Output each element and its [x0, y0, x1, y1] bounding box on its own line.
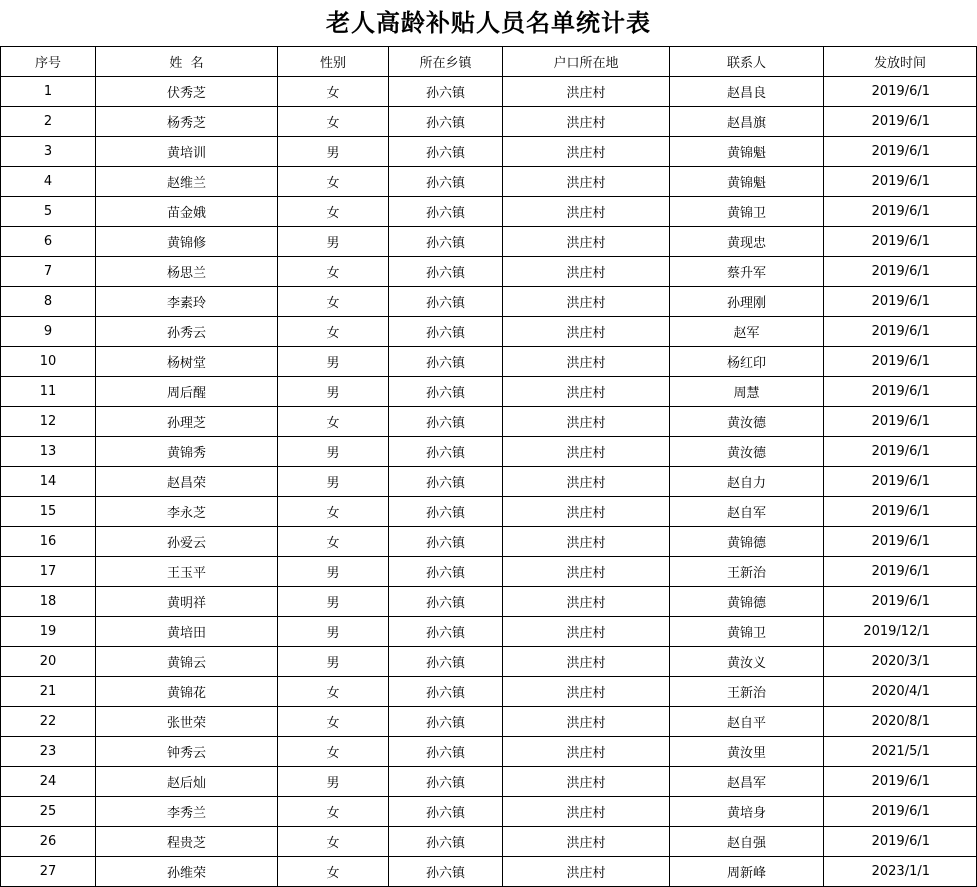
- township-cell[interactable]: 孙六镇: [389, 347, 503, 377]
- township-cell[interactable]: 孙六镇: [389, 527, 503, 557]
- header-cell-name[interactable]: 姓 名: [96, 47, 278, 77]
- name-cell[interactable]: 伏秀芝: [96, 77, 278, 107]
- township-cell[interactable]: 孙六镇: [389, 677, 503, 707]
- residence-cell[interactable]: 洪庄村: [503, 287, 670, 317]
- gender-cell[interactable]: 女: [278, 257, 389, 287]
- township-cell[interactable]: 孙六镇: [389, 497, 503, 527]
- township-cell[interactable]: 孙六镇: [389, 227, 503, 257]
- township-cell[interactable]: 孙六镇: [389, 287, 503, 317]
- name-cell[interactable]: 苗金娥: [96, 197, 278, 227]
- contact-cell[interactable]: 赵昌军: [670, 767, 824, 797]
- table-row: [1, 287, 977, 317]
- table-row: [1, 137, 977, 167]
- header-cell-township[interactable]: 所在乡镇: [389, 47, 503, 77]
- gender-cell[interactable]: 女: [278, 527, 389, 557]
- residence-cell[interactable]: 洪庄村: [503, 497, 670, 527]
- date-cell[interactable]: 2019/6/1: [824, 557, 977, 587]
- roster-table: [0, 46, 977, 887]
- gender-cell[interactable]: 男: [278, 137, 389, 167]
- township-cell[interactable]: 孙六镇: [389, 617, 503, 647]
- residence-cell[interactable]: 洪庄村: [503, 767, 670, 797]
- township-cell[interactable]: 孙六镇: [389, 737, 503, 767]
- township-cell[interactable]: 孙六镇: [389, 797, 503, 827]
- name-cell[interactable]: 杨思兰: [96, 257, 278, 287]
- date-cell[interactable]: 2019/6/1: [824, 587, 977, 617]
- township-cell[interactable]: 孙六镇: [389, 707, 503, 737]
- index-cell[interactable]: 7: [1, 257, 96, 287]
- header-row: [1, 47, 977, 77]
- gender-cell[interactable]: 男: [278, 437, 389, 467]
- index-cell[interactable]: 13: [1, 437, 96, 467]
- index-cell[interactable]: 3: [1, 137, 96, 167]
- residence-cell[interactable]: 洪庄村: [503, 857, 670, 887]
- township-cell[interactable]: 孙六镇: [389, 467, 503, 497]
- date-cell[interactable]: 2023/1/1: [824, 857, 977, 887]
- table-row: [1, 227, 977, 257]
- name-cell[interactable]: 黄锦云: [96, 647, 278, 677]
- date-cell[interactable]: 2020/3/1: [824, 647, 977, 677]
- index-cell[interactable]: 6: [1, 227, 96, 257]
- header-cell-index[interactable]: 序号: [1, 47, 96, 77]
- table-row: [1, 167, 977, 197]
- date-cell[interactable]: 2019/6/1: [824, 107, 977, 137]
- township-cell[interactable]: 孙六镇: [389, 437, 503, 467]
- index-cell[interactable]: 10: [1, 347, 96, 377]
- township-cell[interactable]: 孙六镇: [389, 257, 503, 287]
- gender-cell[interactable]: 男: [278, 557, 389, 587]
- township-cell[interactable]: 孙六镇: [389, 377, 503, 407]
- township-cell[interactable]: 孙六镇: [389, 827, 503, 857]
- name-cell[interactable]: 王玉平: [96, 557, 278, 587]
- contact-cell[interactable]: 黄锦德: [670, 527, 824, 557]
- index-cell[interactable]: 2: [1, 107, 96, 137]
- gender-cell[interactable]: 女: [278, 77, 389, 107]
- index-cell[interactable]: 8: [1, 287, 96, 317]
- residence-cell[interactable]: 洪庄村: [503, 737, 670, 767]
- gender-cell[interactable]: 男: [278, 227, 389, 257]
- contact-cell[interactable]: 赵昌旗: [670, 107, 824, 137]
- header-cell-gender[interactable]: 性别: [278, 47, 389, 77]
- table-body: [1, 47, 977, 887]
- contact-cell[interactable]: 蔡升军: [670, 257, 824, 287]
- gender-cell[interactable]: 女: [278, 167, 389, 197]
- name-cell[interactable]: 李永芝: [96, 497, 278, 527]
- index-cell[interactable]: 9: [1, 317, 96, 347]
- township-cell[interactable]: 孙六镇: [389, 317, 503, 347]
- township-cell[interactable]: 孙六镇: [389, 167, 503, 197]
- township-cell[interactable]: 孙六镇: [389, 647, 503, 677]
- name-cell[interactable]: 黄培训: [96, 137, 278, 167]
- name-cell[interactable]: 李秀兰: [96, 797, 278, 827]
- gender-cell[interactable]: 女: [278, 407, 389, 437]
- date-cell[interactable]: 2019/6/1: [824, 407, 977, 437]
- contact-cell[interactable]: 王新治: [670, 557, 824, 587]
- name-cell[interactable]: 黄锦秀: [96, 437, 278, 467]
- index-cell[interactable]: 16: [1, 527, 96, 557]
- name-cell[interactable]: 周后醒: [96, 377, 278, 407]
- name-cell[interactable]: 程贵芝: [96, 827, 278, 857]
- date-cell[interactable]: 2020/8/1: [824, 707, 977, 737]
- table-row: [1, 707, 977, 737]
- gender-cell[interactable]: 女: [278, 797, 389, 827]
- table-row: [1, 347, 977, 377]
- index-cell[interactable]: 1: [1, 77, 96, 107]
- residence-cell[interactable]: 洪庄村: [503, 647, 670, 677]
- township-cell[interactable]: 孙六镇: [389, 197, 503, 227]
- date-cell[interactable]: 2019/6/1: [824, 377, 977, 407]
- index-cell[interactable]: 21: [1, 677, 96, 707]
- date-cell[interactable]: 2019/6/1: [824, 797, 977, 827]
- residence-cell[interactable]: 洪庄村: [503, 587, 670, 617]
- name-cell[interactable]: 黄锦修: [96, 227, 278, 257]
- residence-cell[interactable]: 洪庄村: [503, 437, 670, 467]
- residence-cell[interactable]: 洪庄村: [503, 407, 670, 437]
- date-cell[interactable]: 2019/6/1: [824, 437, 977, 467]
- gender-cell[interactable]: 女: [278, 317, 389, 347]
- township-cell[interactable]: 孙六镇: [389, 767, 503, 797]
- residence-cell[interactable]: 洪庄村: [503, 377, 670, 407]
- residence-cell[interactable]: 洪庄村: [503, 197, 670, 227]
- date-cell[interactable]: 2019/6/1: [824, 497, 977, 527]
- date-cell[interactable]: 2019/6/1: [824, 317, 977, 347]
- township-cell[interactable]: 孙六镇: [389, 407, 503, 437]
- date-cell[interactable]: 2019/6/1: [824, 227, 977, 257]
- contact-cell[interactable]: 赵自力: [670, 467, 824, 497]
- gender-cell[interactable]: 男: [278, 767, 389, 797]
- index-cell[interactable]: 24: [1, 767, 96, 797]
- residence-cell[interactable]: 洪庄村: [503, 137, 670, 167]
- contact-cell[interactable]: 黄汝德: [670, 407, 824, 437]
- name-cell[interactable]: 黄锦花: [96, 677, 278, 707]
- index-cell[interactable]: 17: [1, 557, 96, 587]
- name-cell[interactable]: 赵昌荣: [96, 467, 278, 497]
- gender-cell[interactable]: 男: [278, 587, 389, 617]
- table-row: [1, 377, 977, 407]
- table-row: [1, 797, 977, 827]
- date-cell[interactable]: 2019/6/1: [824, 347, 977, 377]
- index-cell[interactable]: 18: [1, 587, 96, 617]
- sheet-title: 老人高龄补贴人员名单统计表: [326, 8, 651, 37]
- contact-cell[interactable]: 黄培身: [670, 797, 824, 827]
- residence-cell[interactable]: 洪庄村: [503, 617, 670, 647]
- contact-cell[interactable]: 赵自强: [670, 827, 824, 857]
- name-cell[interactable]: 孙维荣: [96, 857, 278, 887]
- table-row: [1, 767, 977, 797]
- township-cell[interactable]: 孙六镇: [389, 137, 503, 167]
- residence-cell[interactable]: 洪庄村: [503, 317, 670, 347]
- contact-cell[interactable]: 赵自军: [670, 497, 824, 527]
- name-cell[interactable]: 孙理芝: [96, 407, 278, 437]
- header-cell-residence[interactable]: 户口所在地: [503, 47, 670, 77]
- contact-cell[interactable]: 杨红印: [670, 347, 824, 377]
- gender-cell[interactable]: 男: [278, 647, 389, 677]
- index-cell[interactable]: 26: [1, 827, 96, 857]
- gender-cell[interactable]: 女: [278, 287, 389, 317]
- residence-cell[interactable]: 洪庄村: [503, 467, 670, 497]
- date-cell[interactable]: 2019/6/1: [824, 767, 977, 797]
- name-cell[interactable]: 钟秀云: [96, 737, 278, 767]
- date-cell[interactable]: 2019/6/1: [824, 257, 977, 287]
- name-cell[interactable]: 孙秀云: [96, 317, 278, 347]
- contact-cell[interactable]: 黄汝德: [670, 437, 824, 467]
- date-cell[interactable]: 2019/12/1: [824, 617, 977, 647]
- gender-cell[interactable]: 女: [278, 677, 389, 707]
- date-cell[interactable]: 2019/6/1: [824, 287, 977, 317]
- index-cell[interactable]: 22: [1, 707, 96, 737]
- table-row: [1, 857, 977, 887]
- contact-cell[interactable]: 黄锦魁: [670, 167, 824, 197]
- index-cell[interactable]: 23: [1, 737, 96, 767]
- residence-cell[interactable]: 洪庄村: [503, 527, 670, 557]
- index-cell[interactable]: 11: [1, 377, 96, 407]
- contact-cell[interactable]: 周慧: [670, 377, 824, 407]
- table-row: [1, 737, 977, 767]
- township-cell[interactable]: 孙六镇: [389, 557, 503, 587]
- index-cell[interactable]: 19: [1, 617, 96, 647]
- gender-cell[interactable]: 男: [278, 347, 389, 377]
- gender-cell[interactable]: 女: [278, 107, 389, 137]
- gender-cell[interactable]: 女: [278, 857, 389, 887]
- header-cell-date[interactable]: 发放时间: [824, 47, 977, 77]
- contact-cell[interactable]: 黄锦魁: [670, 137, 824, 167]
- contact-cell[interactable]: 赵自平: [670, 707, 824, 737]
- residence-cell[interactable]: 洪庄村: [503, 257, 670, 287]
- table-row: [1, 437, 977, 467]
- name-cell[interactable]: 赵维兰: [96, 167, 278, 197]
- date-cell[interactable]: 2019/6/1: [824, 77, 977, 107]
- date-cell[interactable]: 2020/4/1: [824, 677, 977, 707]
- residence-cell[interactable]: 洪庄村: [503, 77, 670, 107]
- date-cell[interactable]: 2019/6/1: [824, 167, 977, 197]
- date-cell[interactable]: 2019/6/1: [824, 137, 977, 167]
- index-cell[interactable]: 27: [1, 857, 96, 887]
- township-cell[interactable]: 孙六镇: [389, 857, 503, 887]
- name-cell[interactable]: 李素玲: [96, 287, 278, 317]
- table-row: [1, 317, 977, 347]
- name-cell[interactable]: 赵后灿: [96, 767, 278, 797]
- table-row: [1, 617, 977, 647]
- residence-cell[interactable]: 洪庄村: [503, 347, 670, 377]
- table-row: [1, 407, 977, 437]
- residence-cell[interactable]: 洪庄村: [503, 677, 670, 707]
- date-cell[interactable]: 2019/6/1: [824, 197, 977, 227]
- contact-cell[interactable]: 赵军: [670, 317, 824, 347]
- index-cell[interactable]: 14: [1, 467, 96, 497]
- township-cell[interactable]: 孙六镇: [389, 107, 503, 137]
- name-cell[interactable]: 孙爱云: [96, 527, 278, 557]
- name-cell[interactable]: 黄培田: [96, 617, 278, 647]
- table-row: [1, 107, 977, 137]
- residence-cell[interactable]: 洪庄村: [503, 797, 670, 827]
- contact-cell[interactable]: 黄汝义: [670, 647, 824, 677]
- contact-cell[interactable]: 黄锦德: [670, 587, 824, 617]
- gender-cell[interactable]: 女: [278, 497, 389, 527]
- gender-cell[interactable]: 男: [278, 617, 389, 647]
- gender-cell[interactable]: 女: [278, 827, 389, 857]
- table-row: [1, 647, 977, 677]
- gender-cell[interactable]: 女: [278, 707, 389, 737]
- contact-cell[interactable]: 周新峰: [670, 857, 824, 887]
- residence-cell[interactable]: 洪庄村: [503, 107, 670, 137]
- gender-cell[interactable]: 男: [278, 467, 389, 497]
- table-row: [1, 827, 977, 857]
- residence-cell[interactable]: 洪庄村: [503, 827, 670, 857]
- table-row: [1, 587, 977, 617]
- index-cell[interactable]: 4: [1, 167, 96, 197]
- table-row: [1, 197, 977, 227]
- name-cell[interactable]: 张世荣: [96, 707, 278, 737]
- date-cell[interactable]: 2019/6/1: [824, 467, 977, 497]
- table-row: [1, 677, 977, 707]
- name-cell[interactable]: 杨树堂: [96, 347, 278, 377]
- table-row: [1, 257, 977, 287]
- contact-cell[interactable]: 黄汝里: [670, 737, 824, 767]
- table-row: [1, 527, 977, 557]
- header-cell-contact[interactable]: 联系人: [670, 47, 824, 77]
- table-row: [1, 557, 977, 587]
- contact-cell[interactable]: 王新治: [670, 677, 824, 707]
- township-cell[interactable]: 孙六镇: [389, 587, 503, 617]
- township-cell[interactable]: 孙六镇: [389, 77, 503, 107]
- date-cell[interactable]: 2019/6/1: [824, 527, 977, 557]
- residence-cell[interactable]: 洪庄村: [503, 707, 670, 737]
- contact-cell[interactable]: 黄现忠: [670, 227, 824, 257]
- residence-cell[interactable]: 洪庄村: [503, 227, 670, 257]
- table-row: [1, 467, 977, 497]
- residence-cell[interactable]: 洪庄村: [503, 557, 670, 587]
- name-cell[interactable]: 杨秀芝: [96, 107, 278, 137]
- contact-cell[interactable]: 孙理刚: [670, 287, 824, 317]
- contact-cell[interactable]: 黄锦卫: [670, 197, 824, 227]
- index-cell[interactable]: 20: [1, 647, 96, 677]
- contact-cell[interactable]: 黄锦卫: [670, 617, 824, 647]
- date-cell[interactable]: 2021/5/1: [824, 737, 977, 767]
- index-cell[interactable]: 15: [1, 497, 96, 527]
- residence-cell[interactable]: 洪庄村: [503, 167, 670, 197]
- index-cell[interactable]: 12: [1, 407, 96, 437]
- date-cell[interactable]: 2019/6/1: [824, 827, 977, 857]
- table-row: [1, 77, 977, 107]
- name-cell[interactable]: 黄明祥: [96, 587, 278, 617]
- table-row: [1, 497, 977, 527]
- contact-cell[interactable]: 赵昌良: [670, 77, 824, 107]
- index-cell[interactable]: 5: [1, 197, 96, 227]
- index-cell[interactable]: 25: [1, 797, 96, 827]
- gender-cell[interactable]: 男: [278, 377, 389, 407]
- gender-cell[interactable]: 女: [278, 197, 389, 227]
- gender-cell[interactable]: 女: [278, 737, 389, 767]
